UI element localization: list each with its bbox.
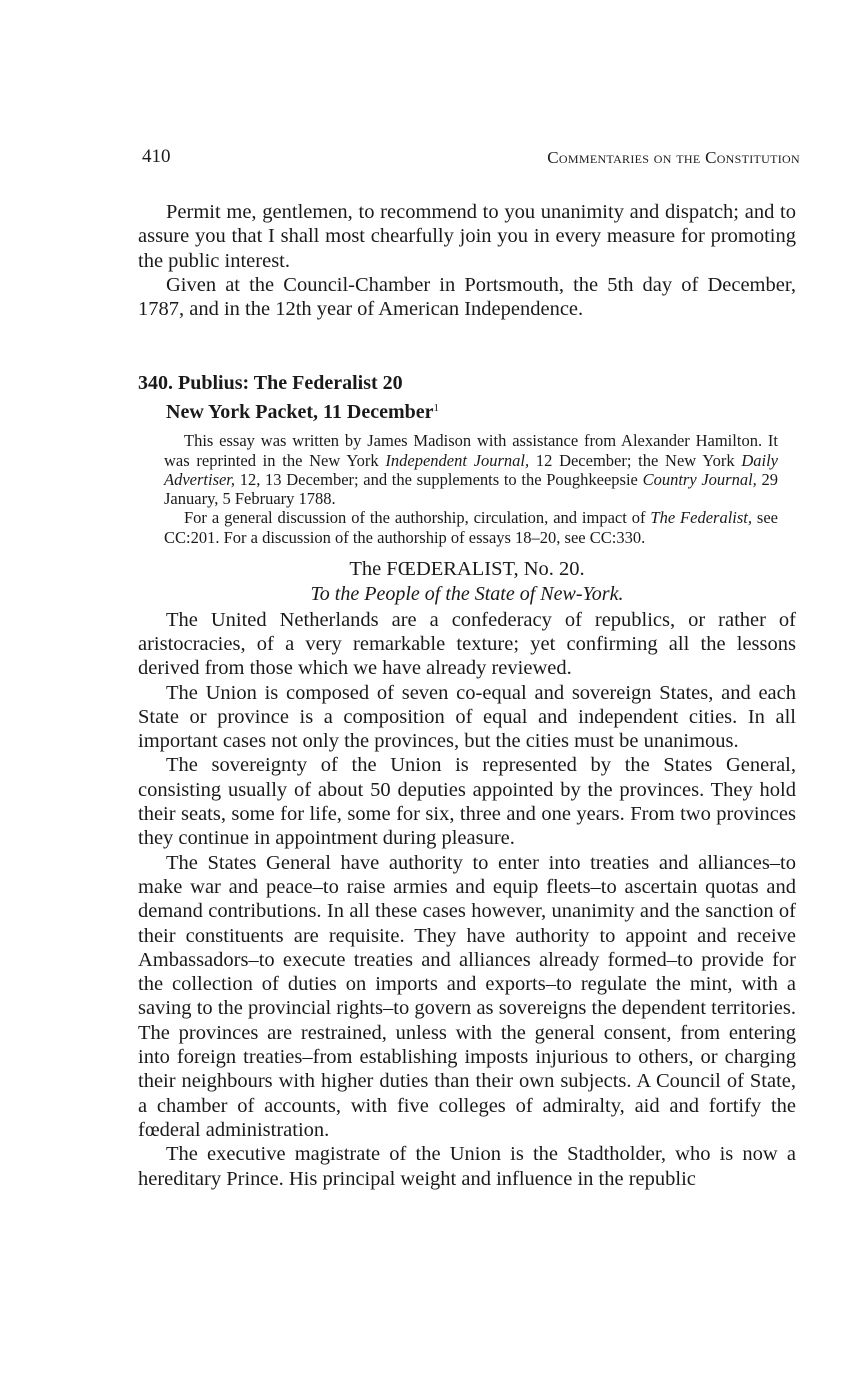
essay-title: The FŒDERALIST, No. 20. [349, 557, 585, 580]
note-text: 29 January, 5 February 1788. [164, 469, 778, 509]
essay-address: To the People of the State of New-York. [310, 582, 624, 605]
note-text: see CC:201. For a discussion of the authorship of essays 18–20, see CC:330. [164, 508, 778, 547]
paragraph: The sovereignty of the Union is represented by the States General, consisting usually of about 50 deputies appointed by the provinces. They hold their seats, some for life, some for six, three and one years. From two provinces they continue in appointment during pleasure. [138, 754, 796, 850]
footnote-marker: 1 [433, 402, 440, 415]
note-italic: Independent Journal, [385, 450, 530, 470]
paragraph: The executive magistrate of the Union is the Stadtholder, who is now a hereditary Prince. His principal weight and influence in the republic [138, 1143, 796, 1190]
essay-body [138, 608, 796, 1191]
editorial-note-2 [138, 508, 796, 546]
preceding-document-end [138, 200, 796, 321]
note-italic: The Federalist, [650, 508, 752, 528]
document-number-title: 340. Publius: The Federalist 20 [138, 372, 403, 395]
document-source: New York Packet, 11 December [166, 401, 434, 424]
note-italic: Daily Advertiser, [164, 450, 778, 489]
paragraph: Given at the Council-Chamber in Portsmouth, the 5th day of December, 1787, and in the 12th year of American Independence. [138, 273, 796, 321]
running-head [138, 140, 800, 174]
note-text: This essay was written by James Madison with assistance from Alexander Hamilton. It was reprinted in the New York [164, 431, 778, 470]
book-page [138, 140, 800, 1191]
document-source-line [138, 396, 796, 425]
document-heading [138, 371, 796, 425]
editorial-note-1 [138, 431, 796, 508]
paragraph: The Union is composed of seven co-equal and sovereign States, and each State or province is a composition of equal and independent cities. In all important cases not only the provinces, but the cities must be unanimous. [138, 681, 796, 753]
running-title: Commentaries on the Constitution [547, 148, 800, 167]
note-text: 12, 13 December; and the supplements to the Poughkeepsie [235, 469, 643, 489]
paragraph: The United Netherlands are a confederacy of republics, or rather of aristocracies, of a very remarkable texture; yet confirming all the lessons derived from those which we have already reviewed. [138, 608, 796, 680]
note-text: For a general discussion of the authorship, circulation, and impact of [184, 508, 651, 528]
paragraph: Permit me, gentlemen, to recommend to you unanimity and dispatch; and to assure you that I shall most chearfully join you in every measure for promoting the public interest. [138, 201, 796, 272]
page-number: 410 [142, 146, 171, 167]
paragraph: The States General have authority to enter into treaties and alliances–to make war and peace–to raise armies and equip fleets–to ascertain quotas and demand contributions. In all these cases however, unanimity and the sanction of their constituents are requisite. They have authority to appoint and receive Ambassadors–to execute treaties and alliances already formed–to provide for the collection of duties on imports and exports–to regulate the mint, with a saving to the provincial rights–to govern as sovereigns the dependent territories. The provinces are restrained, unless with the general consent, from entering into foreign treaties–from establishing imposts injurious to others, or charging their neighbours with higher duties than their own subjects. A Council of State, a chamber of accounts, with five colleges of admiralty, aid and fortify the fœderal administration. [138, 851, 796, 1141]
note-italic: Country Journal, [642, 469, 757, 489]
note-text: 12 December; the New York [529, 450, 742, 470]
